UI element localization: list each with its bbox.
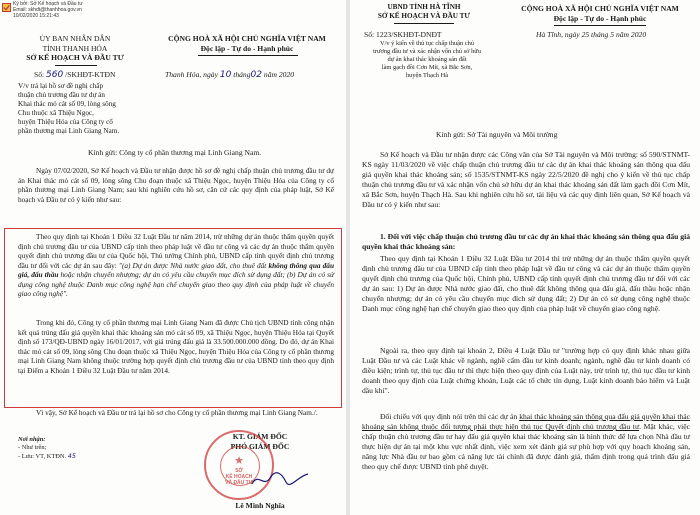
r-paragraph-4 — [362, 412, 690, 473]
signature-scribble — [250, 470, 310, 488]
national-title: CỘNG HOÀ XÃ HỘI CHỦ NGHĨA VIỆT NAM — [168, 34, 326, 43]
r-subject-block — [352, 40, 502, 80]
right-document — [350, 0, 700, 515]
para2-quote-end: hoặc nhận chuyển nhượng; dự án có yêu cầu chuyển mục đích sử dụng đất; (b) Dự án có sử dụng công nghệ thuộc Danh mục công nghệ hạn chế chuyển giao theo quy định của pháp luật về chuyển giao công nghệ". — [18, 270, 335, 298]
r-agency-parent: UBND TỈNH HÀ TĨNH — [387, 3, 461, 11]
r-national-title: CỘNG HOÀ XÃ HỘI CHỦ NGHĨA VIỆT NAM — [521, 4, 679, 13]
noi-nhan-item — [18, 452, 76, 461]
r-subject-line: trương đầu tư và xác nhận vốn chủ sở hữu — [373, 48, 481, 55]
date-suffix: năm 2020 — [263, 70, 295, 79]
e-signature-icon — [2, 3, 11, 12]
sign-title-2: PHÓ GIÁM ĐỐC — [230, 442, 290, 451]
r-agency-name: SỞ KẾ HOẠCH VÀ ĐẦU TƯ — [377, 12, 471, 20]
r-agency-underline — [394, 23, 454, 24]
doc-number-handwritten: 560 — [46, 70, 64, 80]
e-sign-line1: Ký bởi: Sở Kế hoạch và Đầu tư — [13, 1, 83, 7]
r-para4-text: Đối chiếu với quy định nói trên thì các dự án — [380, 412, 520, 421]
subject-line: thuận chủ trương đầu tư dự án — [18, 91, 105, 99]
place-date — [165, 70, 294, 81]
agency-parent2: TỈNH THANH HÓA — [42, 43, 108, 53]
subject-line: huyện Thiệu Hóa của Công ty cổ — [18, 118, 113, 126]
date-mid: tháng — [233, 70, 251, 79]
sign-title-1: KT. GIÁM ĐỐC — [232, 432, 288, 441]
issuing-agency — [10, 34, 140, 63]
recipient: Kính gửi: Công ty cổ phần thương mại Linh Giang Nam. — [88, 148, 262, 157]
paragraph-3: Trong khi đó, Công ty cổ phần thương mại Linh Giang Nam đã được Chủ tịch UBND tỉnh công nhận kết quả trúng đấu giá quyền khai thác khoáng sản mỏ cát số 09, xã Thiệu Ngọc, huyện Thiệu Hóa tại Quyết định số 173/QĐ-UBND ngày 16/01/2017, với giá trúng đấu giá là 33.500.000.000 đồng. Do đó, dự án Khai thác mỏ cát số 09, lòng sông Chu đoạn thuộc xã Thiệu Ngọc, huyện Thiệu Hóa của Công ty cổ phần thương mại Linh Giang Nam không thuộc trường hợp quyết định chủ trương đầu tư của UBND tỉnh theo quy định tại Điểm a Khoản 1 Điều 32 Luật Đầu tư năm 2014. — [18, 318, 334, 375]
stamp-text-3: VÀ ĐẦU TƯ — [225, 480, 253, 486]
date-day: 10 — [219, 70, 232, 80]
r-place-date: Hà Tĩnh, ngày 25 tháng 5 năm 2020 — [536, 30, 647, 39]
r-subject-line: làm gạch đồi Cơn Mít, xã Bắc Sơn, — [381, 64, 473, 71]
official-stamp — [204, 430, 274, 500]
noi-nhan-title: Nơi nhận: — [18, 436, 46, 443]
r-heading: 1. Đối với việc chấp thuận chủ trương đầu tư các dự án khai thác khoáng sản thông qua đấu giá quyền khai thác khoáng sản: — [362, 232, 690, 252]
recipients-list — [18, 436, 76, 461]
signer-name: Lê Minh Nghĩa — [235, 501, 285, 510]
r-paragraph-1: Sở Kế hoạch và Đầu tư nhận được các Công văn của Sở Tài nguyên và Môi trường: số 590/STNMT-KS ngày 11/03/2020 về việc chấp thuận chủ trương đầu tư các dự án khai thác khoáng sản thông qua đấu giá quyền khai thác khoáng sản; số 1535/STNMT-KS ngày 22/5/2020 đề nghị cho ý kiến về thủ tục chấp thuận chủ trương đầu tư và xác nhận vốn chủ sở hữu dự án khai thác khoáng sản đất làm gạch đồi Cơn Mít, xã Bắc Sơn, huyện Thạch Hà. Sau khi nghiên cứu hồ sơ, tài liệu và các quy định liên quan, Sở Kế hoạch và Đầu tư có ý kiến như sau: — [362, 150, 690, 210]
r-subject-line: V/v ý kiến về thủ tục chấp thuận chủ — [379, 40, 475, 47]
r-para4-underlined: khai thác khoáng sản thông qua đấu giá quyền khai thác khoáng sản không thuộc đối tượng phải thực hiện thủ tục Quyết định chủ trương đầu tư — [362, 412, 691, 432]
r-national-motto: Độc lập - Tự do - Hạnh phúc — [553, 14, 647, 23]
agency-name: SỞ KẾ HOẠCH VÀ ĐẦU TƯ — [26, 53, 124, 63]
para2-text: Theo quy định tại Khoản 1 Điều 32 Luật Đầu tư năm 2014, trừ những dự án thuộc thẩm quyền quyết định chủ trương đầu tư của UBND cấp tỉnh theo pháp luật về đầu tư công và các dự án thuộc thẩm quyền quyết định chủ trương đầu tư của Quốc hội, Thủ tướng Chính phủ, UBND cấp tỉnh quyết định chủ trương đầu tư đối với các dự án sau đây: — [18, 232, 334, 270]
noi-nhan-hw: 45 — [67, 452, 76, 460]
agency-underline — [55, 65, 97, 66]
stamp-text-1: SỞ — [235, 468, 243, 474]
paragraph-1: Ngày 07/02/2020, Sở Kế hoạch và Đầu tư nhận được hồ sơ đề nghị chấp thuận chủ trương đầu tư dự án Khai thác mỏ cát số 09, lòng sông Chu đoạn thuộc xã Thiệu Ngọc, huyện Thiệu Hóa của Công ty cổ phần thương mại Linh Giang Nam; sau khi nghiên cứu hồ sơ, căn cứ các quy định của pháp luật, Sở Kế hoạch và Đầu tư có ý kiến như sau: — [18, 166, 334, 204]
subject-block — [18, 82, 158, 136]
subject-line: V/v trả lại hồ sơ đề nghị chấp — [18, 82, 104, 90]
stamp-text-2: KẾ HOẠCH — [225, 474, 253, 480]
r-motto-underline — [554, 25, 646, 26]
subject-line: phần thương mại Linh Giang Nam. — [18, 127, 120, 135]
noi-nhan-item: - Như trên; — [18, 444, 47, 451]
date-month: 02 — [250, 70, 262, 80]
r-subject-line: dự án khai thác khoáng sản đất — [387, 56, 467, 63]
e-signature-info — [13, 1, 83, 19]
e-sign-line3: 10/02/2020 15:21:43 — [13, 13, 59, 19]
left-document — [0, 0, 346, 515]
star-icon: ★ — [234, 455, 244, 467]
para2-emphasis: không thông qua đấu giá, đấu thầu — [18, 260, 334, 279]
noi-nhan-item-text: - Lưu: VT, KTĐN. — [18, 453, 67, 460]
para2-quote: "(a) Dự án được Nhà nước giao đất, cho thuê đất — [118, 260, 269, 270]
paragraph-4: Vì vậy, Sở Kế hoạch và Đầu tư trả lại hồ sơ cho Công ty cổ phần thương mại Linh Giang Nam./. — [36, 408, 318, 417]
r-paragraph-2: Theo quy định tại Khoản 1 Điều 32 Luật Đầu tư 2014 thì trừ những dự án thuộc thẩm quyền quyết định chủ trương đầu tư của UBND cấp tỉnh theo pháp luật về đầu tư công và các dự án thuộc thẩm quyền quyết định chủ trương của Quốc hội, Chính phủ, UBND cấp tỉnh quyết định chủ trương đầu tư đối với các dự án sau: 1) Dự án được Nhà nước giao đất, cho thuê đất không thông qua đấu giá, đấu thầu hoặc nhận chuyển nhượng; dự án có yêu cầu chuyển mục đích sử dụng đất; 2) Dự án có sử dụng công nghệ thuộc Danh mục công nghệ hạn chế chuyển giao theo quy định của pháp luật về chuyển giao công nghệ. — [362, 254, 690, 314]
motto-underline — [198, 55, 298, 56]
r-para4-rest: . Mặt khác, việc chấp thuận chủ trương đầu tư hay đấu giá quyền khai thác khoáng sản là hình thức để lựa chọn Nhà đầu tư thực hiện dự án tại một khu vực nhất định, việc xem xét đánh giá sự phù hợp với quy hoạch khoáng sản, năng lực Nhà đầu tư bao gồm cả năng lực tài chính đã được đánh giá, thẩm định trong quá trình đấu giá theo quy chế được UBND tỉnh phê duyệt. — [362, 422, 691, 472]
r-paragraph-3: Ngoài ra, theo quy định tại khoản 2, Điều 4 Luật Đầu tư "trường hợp có quy định khác nhau giữa Luật Đầu tư và các Luật khác về ngành, nghề cấm đầu tư kinh doanh; ngành, nghề đầu tư kinh doanh có điều kiện; trình tự, thủ tục đầu tư thì thực hiện theo quy định của Luật này, trừ trình tự, thủ tục đầu tư kinh doanh theo quy định của Luật chứng khoán, Luật các tổ chức tín dụng, Luật kinh doanh bảo hiểm và Luật dầu khí". — [362, 346, 690, 396]
subject-line: Khai thác mỏ cát số 09, lòng sông — [18, 100, 116, 108]
paragraph-2 — [18, 232, 334, 299]
r-subject-line: huyện Thạch Hà — [405, 72, 449, 79]
agency-parent: ỦY BAN NHÂN DÂN — [39, 34, 111, 43]
subject-line: Chu thuộc xã Thiệu Ngọc, — [18, 109, 94, 117]
e-sign-line2: Email: skhdt@thanhhoa.gov.vn — [13, 7, 82, 13]
doc-number-prefix: Số: — [34, 70, 45, 79]
doc-number — [34, 70, 116, 81]
national-motto: Độc lập - Tự do - Hạnh phúc — [200, 44, 294, 53]
r-recipient: Kính gửi: Sở Tài nguyên và Môi trường — [436, 130, 558, 139]
date-prefix: Thanh Hóa, ngày — [165, 70, 218, 79]
doc-number-suffix: /SKHĐT-KTĐN — [65, 70, 116, 79]
r-doc-number: Số: 1223/SKHĐT-DNĐT — [364, 30, 442, 39]
